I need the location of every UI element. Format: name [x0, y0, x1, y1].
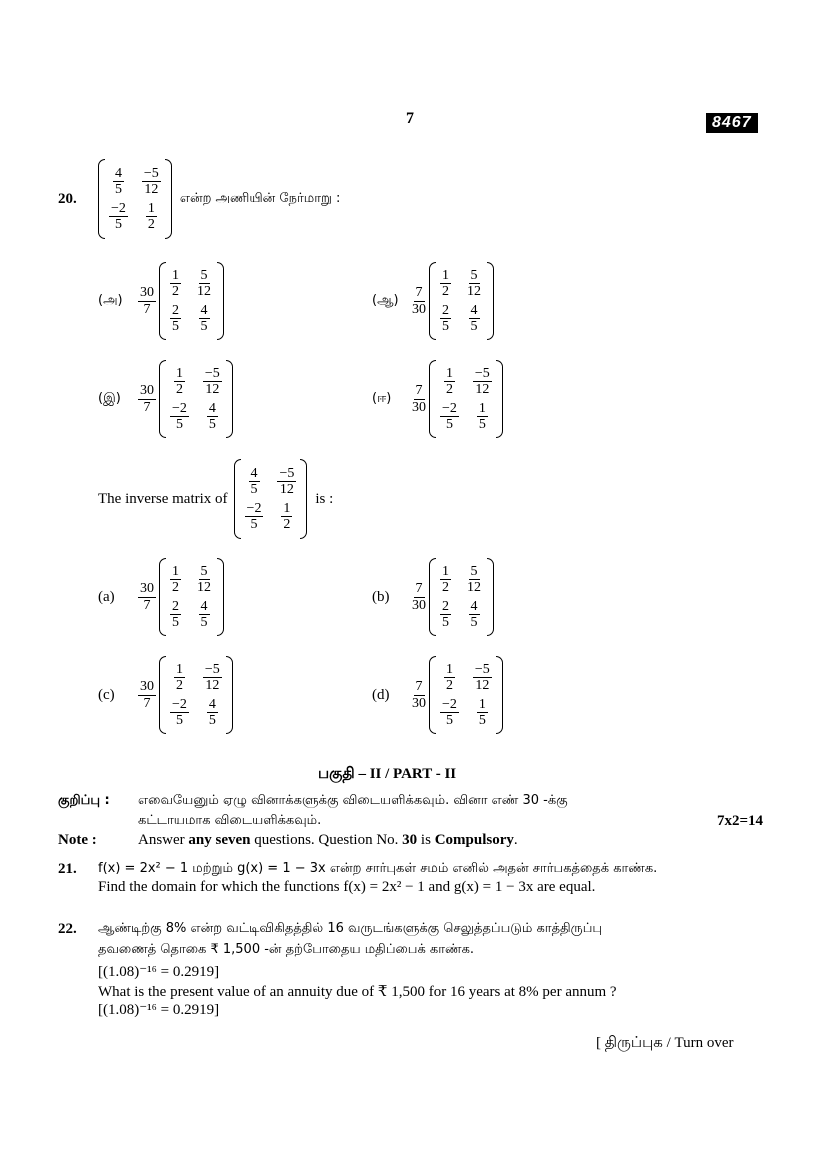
note-text: Answer any seven questions. Question No. 30 is Compulsory. [138, 832, 518, 848]
option-matrix: $\frac{1}{2}$ $\frac{5}{12}$ $\frac{2}{5}$ $\frac{4}{5}$ [159, 263, 224, 339]
option-coefficient: 7 30 [412, 678, 426, 711]
q20-option-tamil-3 [372, 361, 503, 437]
q20-option-english-0 [98, 559, 224, 635]
q20-english-row [98, 460, 333, 538]
q20-number: 20. [58, 190, 77, 207]
option-label: (d) [372, 686, 390, 703]
q20-option-english-2 [98, 657, 233, 733]
q20-option-tamil-0 [98, 263, 224, 339]
part-title: பகுதி – II / PART - II [318, 766, 457, 782]
q21-english: Find the domain for which the functions f(x) = 2x² − 1 and g(x) = 1 − 3x are equal. [98, 879, 596, 895]
option-coefficient: 7 30 [412, 284, 426, 317]
q22-tamil-line2: தவணைத் தொகை ₹ 1,500 -ன் தற்போதைய மதிப்பைக் காண்க. [98, 942, 475, 957]
q21-tamil: f(x) = 2x² − 1 மற்றும் g(x) = 1 − 3x என்ற சார்புகள் சமம் எனில் அதன் சார்பகத்தைக் காண்க. [98, 861, 658, 876]
q22-tamil-line1: ஆண்டிற்கு 8% என்ற வட்டிவிகிதத்தில் 16 வருடங்களுக்கு செலுத்தப்படும் காத்திருப்பு [98, 921, 603, 936]
option-label: (ஆ) [372, 293, 399, 308]
q22-hint1: [(1.08)⁻¹⁶ = 0.2919] [98, 964, 220, 980]
q20-matrix: $\frac{4}{5}$ $\frac{-5}{12}$ $\frac{-2}{5}$ $\frac{1}{2}$ [98, 160, 172, 238]
option-coefficient: 7 30 [412, 580, 426, 613]
q22-hint2: [(1.08)⁻¹⁶ = 0.2919] [98, 1002, 220, 1018]
option-matrix: $\frac{1}{2}$ $\frac{-5}{12}$ $\frac{-2}{5}$ $\frac{1}{5}$ [429, 361, 503, 437]
option-matrix: $\frac{1}{2}$ $\frac{5}{12}$ $\frac{2}{5}$ $\frac{4}{5}$ [429, 263, 494, 339]
option-label: (இ) [98, 391, 121, 406]
tamil-note-line2: கட்டாயமாக விடையளிக்கவும். [138, 813, 322, 828]
option-label: (b) [372, 588, 390, 605]
option-coefficient: 30 7 [140, 678, 154, 711]
option-coefficient: 30 7 [140, 284, 154, 317]
option-matrix: $\frac{1}{2}$ $\frac{-5}{12}$ $\frac{-2}{5}$ $\frac{4}{5}$ [159, 657, 233, 733]
q21-number: 21. [58, 861, 77, 877]
option-matrix: $\frac{1}{2}$ $\frac{-5}{12}$ $\frac{-2}{5}$ $\frac{1}{5}$ [429, 657, 503, 733]
note-label: Note : [58, 832, 97, 848]
option-label: (c) [98, 686, 115, 703]
q22-number: 22. [58, 921, 77, 937]
option-matrix: $\frac{1}{2}$ $\frac{-5}{12}$ $\frac{-2}{5}$ $\frac{4}{5}$ [159, 361, 233, 437]
option-matrix: $\frac{1}{2}$ $\frac{5}{12}$ $\frac{2}{5}$ $\frac{4}{5}$ [429, 559, 494, 635]
paper-code: 8467 [706, 113, 758, 133]
turn-over: [ திருப்புக / Turn over [596, 1035, 734, 1051]
q20-english-after: is : [315, 490, 334, 507]
q20-tamil-text: என்ற அணியின் நேர்மாறு : [179, 191, 341, 206]
page-number: 7 [406, 110, 414, 127]
q20-option-tamil-1 [372, 263, 494, 339]
q20-english-matrix: $\frac{4}{5}$ $\frac{-5}{12}$ $\frac{-2}{5}$ $\frac{1}{2}$ [234, 460, 308, 538]
q22-english: What is the present value of an annuity due of ₹ 1,500 for 16 years at 8% per annum ? [98, 984, 617, 1000]
marks: 7x2=14 [717, 813, 764, 829]
tamil-note-label: குறிப்பு : [58, 793, 110, 808]
option-label: (a) [98, 588, 115, 605]
q20-option-english-3 [372, 657, 503, 733]
q20-english-before: The inverse matrix of [98, 490, 228, 507]
option-matrix: $\frac{1}{2}$ $\frac{5}{12}$ $\frac{2}{5}$ $\frac{4}{5}$ [159, 559, 224, 635]
q20-option-english-1 [372, 559, 494, 635]
option-coefficient: 7 30 [412, 382, 426, 415]
option-label: (அ) [98, 293, 123, 308]
option-label: (ஈ) [372, 391, 392, 406]
option-coefficient: 30 7 [140, 580, 154, 613]
tamil-note-line1: எவையேனும் ஏழு வினாக்களுக்கு விடையளிக்கவும். வினா எண் 30 -க்கு [138, 793, 568, 808]
q20-tamil-row [58, 160, 340, 238]
option-coefficient: 30 7 [140, 382, 154, 415]
q20-option-tamil-2 [98, 361, 233, 437]
